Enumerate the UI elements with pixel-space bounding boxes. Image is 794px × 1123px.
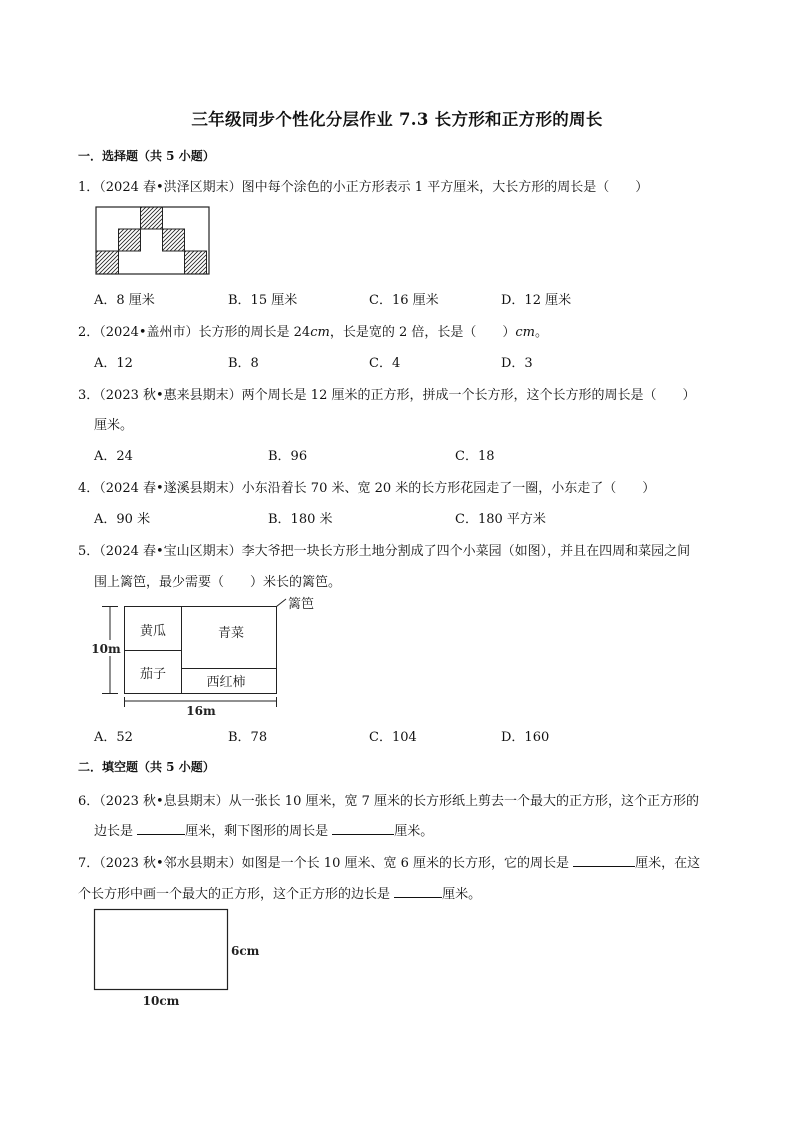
question-3-continued: 厘米。: [94, 418, 134, 433]
question-text: 边长是: [94, 824, 138, 839]
question-text: 厘米。: [394, 824, 434, 839]
width-label: 10cm: [142, 994, 180, 1008]
option-a[interactable]: A．8 厘米: [94, 293, 155, 308]
fence-label: 篱笆: [288, 597, 315, 612]
option-b[interactable]: B．15 厘米: [228, 293, 298, 308]
option-c[interactable]: C．180 平方米: [455, 512, 546, 527]
question-7: [78, 852, 700, 871]
fence-pointer: [277, 599, 287, 607]
hatched-square: [96, 251, 119, 274]
option-d[interactable]: D．3: [501, 356, 533, 371]
answer-blank[interactable]: [137, 822, 185, 835]
question-5: [78, 540, 690, 559]
width-label: 16m: [186, 704, 216, 718]
rectangle: [95, 910, 228, 990]
answer-blank[interactable]: [394, 885, 442, 898]
question-7-continued: [78, 883, 481, 902]
question-text: 厘米。: [442, 887, 482, 902]
height-label: 10m: [91, 642, 121, 656]
question-5-continued: 围上篱笆，最少需要（ ）米长的篱笆。: [94, 575, 342, 590]
question-text: 。: [534, 325, 548, 340]
option-c[interactable]: C．104: [369, 730, 417, 745]
hatched-square: [163, 229, 185, 251]
question-4: [78, 477, 655, 496]
hatched-square: [119, 229, 141, 251]
question-text: （2024 春•宝山区期末）李大爷把一块长方形土地分割成了四个小菜园（如图），并且在四周和菜园之间: [99, 544, 691, 559]
q5-figure: [88, 594, 338, 718]
plot-label-cucumber: 黄瓜: [139, 624, 167, 639]
question-text: （2023 秋•邻水县期末）如图是一个长 10 厘米、宽 6 厘米的长方形，它的周长是: [99, 856, 574, 871]
option-b[interactable]: B．180 米: [268, 512, 333, 527]
option-a[interactable]: A．12: [94, 356, 133, 371]
question-text: （2024 春•遂溪县期末）小东沿着长 70 米、宽 20 米的长方形花园走了一圈，小东走了（ ）: [99, 481, 656, 496]
hatched-square: [141, 207, 163, 229]
option-c[interactable]: C．16 厘米: [369, 293, 439, 308]
question-text: （2023 秋•惠来县期末）两个周长是 12 厘米的正方形，拼成一个长方形，这个长方形的周长是（ ）: [99, 388, 696, 403]
height-label: 6cm: [231, 944, 260, 958]
unit-cm: cm: [310, 325, 330, 340]
question-number: 3．: [78, 388, 100, 403]
question-2: [78, 321, 548, 340]
question-number: 1．: [78, 180, 100, 195]
option-b[interactable]: B．8: [228, 356, 259, 371]
question-number: 4．: [78, 481, 100, 496]
option-b[interactable]: B．78: [228, 730, 268, 745]
q1-figure: [95, 206, 211, 276]
question-number: 6．: [78, 794, 100, 809]
option-a[interactable]: A．24: [94, 449, 133, 464]
hatched-square: [185, 251, 207, 274]
question-text: 个长方形中画一个最大的正方形，这个正方形的边长是: [78, 887, 395, 902]
question-text: （2024 春•洪泽区期末）图中每个涂色的小正方形表示 1 平方厘米，大长方形的周长是（ ）: [99, 180, 649, 195]
option-c[interactable]: C．18: [455, 449, 495, 464]
plot-label-eggplant: 茄子: [139, 667, 167, 682]
question-text: 厘米，在这: [635, 856, 701, 871]
section-heading-choice: 一．选择题（共 5 小题）: [78, 149, 215, 163]
q7-figure: [90, 905, 270, 1015]
unit-cm: cm: [515, 325, 535, 340]
option-a[interactable]: A．52: [94, 730, 133, 745]
question-1: [78, 176, 648, 195]
plot-label-greens: 青菜: [217, 626, 245, 641]
answer-blank[interactable]: [573, 854, 635, 867]
question-3: [78, 384, 695, 403]
section-heading-fill: 二．填空题（共 5 小题）: [78, 760, 215, 774]
question-number: 7．: [78, 856, 100, 871]
page-title: 三年级同步个性化分层作业 7.3 长方形和正方形的周长: [191, 110, 603, 129]
option-d[interactable]: D．12 厘米: [501, 293, 572, 308]
question-number: 5．: [78, 544, 100, 559]
option-a[interactable]: A．90 米: [94, 512, 151, 527]
plot-label-tomato: 西红柿: [206, 675, 246, 690]
option-d[interactable]: D．160: [501, 730, 550, 745]
question-6: [78, 790, 699, 809]
question-text: （2024•盖州市）长方形的周长是 24: [99, 325, 311, 340]
option-b[interactable]: B．96: [268, 449, 308, 464]
question-text: ，长是宽的 2 倍，长是（ ）: [329, 325, 516, 340]
question-6-continued: [94, 820, 433, 839]
question-text: 厘米，剩下图形的周长是: [185, 824, 333, 839]
question-text: （2023 秋•息县期末）从一张长 10 厘米，宽 7 厘米的长方形纸上剪去一个最大的正方形，这个正方形的: [99, 794, 700, 809]
question-number: 2．: [78, 325, 100, 340]
answer-blank[interactable]: [332, 822, 394, 835]
option-c[interactable]: C．4: [369, 356, 401, 371]
